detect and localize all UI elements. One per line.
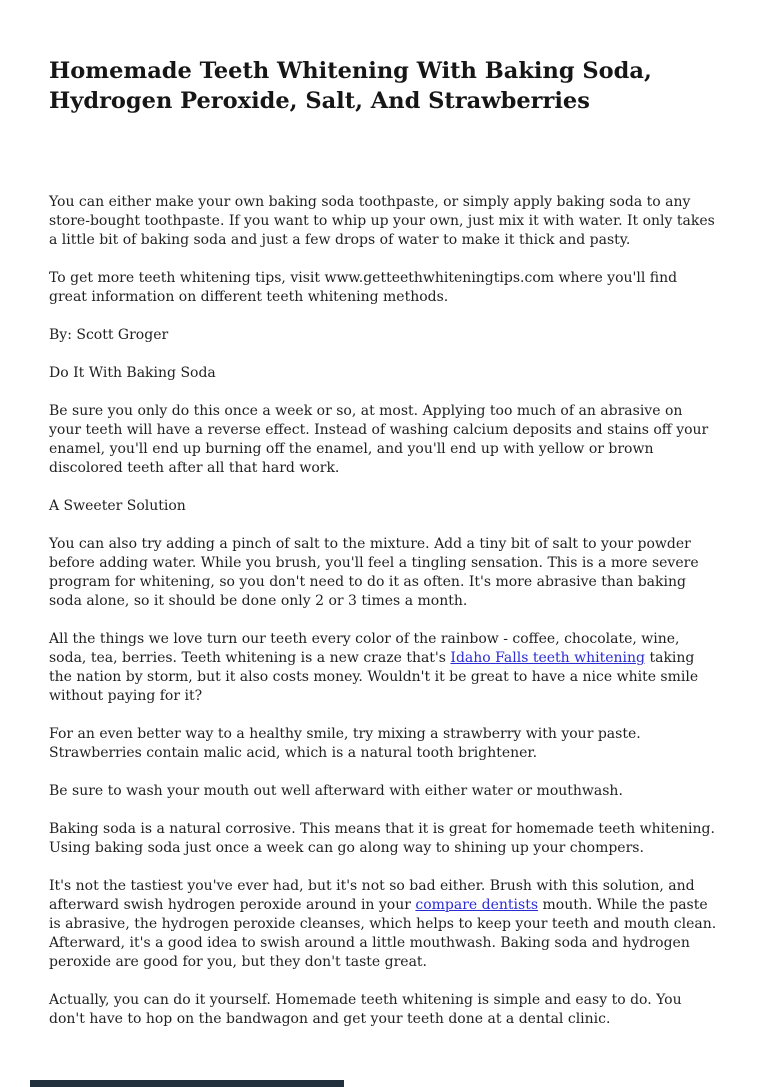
paragraph-taste xyxy=(49,877,717,972)
paragraph-strawberry: For an even better way to a healthy smile, try mixing a strawberry with your paste. Strawberries contain malic acid, which is a natural tooth brightener. xyxy=(49,726,641,761)
paragraph-tips-site: To get more teeth whitening tips, visit www.getteethwhiteningtips.com where you'll find great information on different teeth whitening methods. xyxy=(49,270,678,305)
byline: By: Scott Groger xyxy=(49,327,169,343)
paragraph-text: It's not the tastiest you've ever had, but it's not so bad either. Brush with this solution, and afterward swish hydrogen peroxide around in your xyxy=(49,878,695,913)
paragraph-rinse: Be sure to wash your mouth out well afterward with either water or mouthwash. xyxy=(49,783,623,799)
paragraph-warning: Be sure you only do this once a week or so, at most. Applying too much of an abrasive on your teeth will have a reverse effect. Instead of washing calcium deposits and stains off your enamel, you'll end up burning off the enamel, and you'll end up with yellow or brown discolored teeth after all that hard work. xyxy=(49,403,709,476)
paragraph-intro: You can either make your own baking soda toothpaste, or simply apply baking soda to any store-bought toothpaste. If you want to whip up your own, just mix it with water. It only takes a little bit of baking soda and just a few drops of water to make it thick and pasty. xyxy=(49,194,715,248)
paragraph-rainbow xyxy=(49,630,717,706)
page-title: Homemade Teeth Whitening With Baking Soda, Hydrogen Peroxide, Salt, And Strawberries xyxy=(49,58,652,114)
document-content xyxy=(49,56,717,1048)
paragraph-text: taking the nation by storm, but it also costs money. Wouldn't it be great to have a nice white smile without paying for it? xyxy=(49,650,699,704)
paragraph-diy: Actually, you can do it yourself. Homemade teeth whitening is simple and easy to do. You don't have to hop on the bandwagon and get your teeth done at a dental clinic. xyxy=(49,992,682,1027)
paragraph-corrosive: Baking soda is a natural corrosive. This means that it is great for homemade teeth whitening. Using baking soda just once a week can go along way to shining up your chompers. xyxy=(49,821,715,856)
paragraph-text: mouth. While the paste is abrasive, the hydrogen peroxide cleanses, which helps to keep your teeth and mouth clean. Afterward, it's a good idea to swish around a little mouthwash. Baking soda and hydrogen peroxide are good for you, but they don't taste great. xyxy=(49,897,717,970)
paragraph-salt: You can also try adding a pinch of salt to the mixture. Add a tiny bit of salt to your powder before adding water. While you brush, you'll feel a tingling sensation. This is a more severe program for whitening, so you don't need to do it as often. It's more abrasive than baking soda alone, so it should be done only 2 or 3 times a month. xyxy=(49,536,699,609)
compare-dentists-link[interactable]: compare dentists xyxy=(415,897,539,913)
footer-bar xyxy=(30,1080,344,1087)
paragraph-text: All the things we love turn our teeth every color of the rainbow - coffee, chocolate, wine, soda, tea, berries. Teeth whitening is a new craze that's xyxy=(49,631,680,666)
idaho-falls-teeth-whitening-link[interactable]: Idaho Falls teeth whitening xyxy=(450,650,646,666)
section-heading-sweeter-solution: A Sweeter Solution xyxy=(49,498,186,514)
section-heading-baking-soda: Do It With Baking Soda xyxy=(49,365,216,381)
